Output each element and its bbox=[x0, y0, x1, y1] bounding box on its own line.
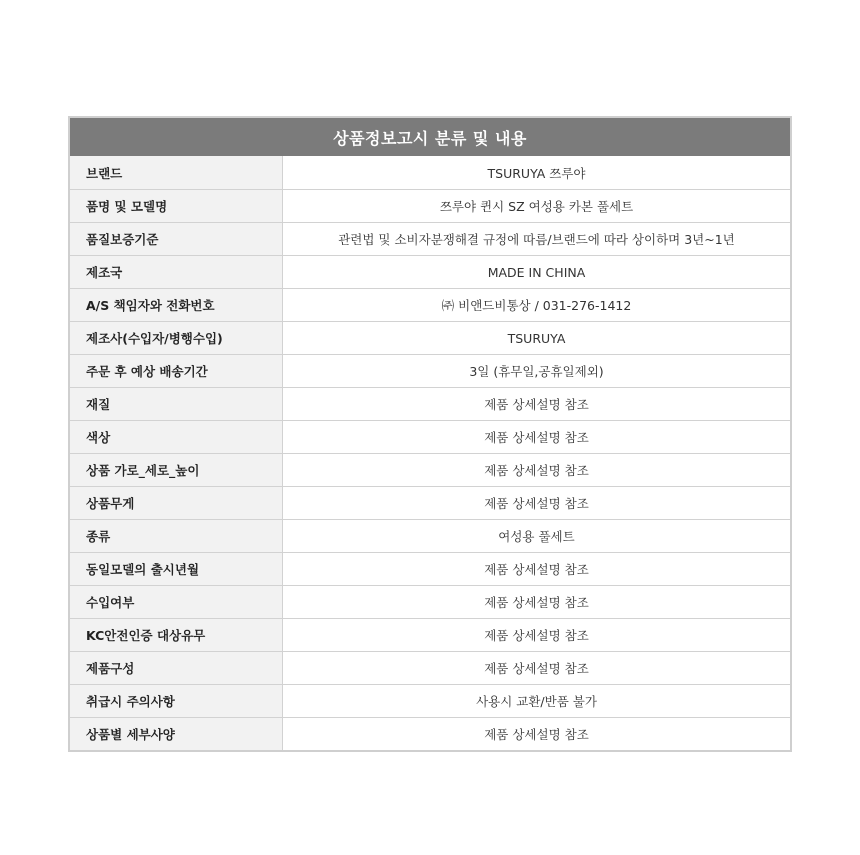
row-label: 상품 가로_세로_높이 bbox=[70, 454, 283, 486]
table-row bbox=[70, 354, 790, 387]
table-row bbox=[70, 222, 790, 255]
table-row bbox=[70, 321, 790, 354]
row-value: 관련법 및 소비자분쟁해결 규정에 따름/브랜드에 따라 상이하며 3년~1년 bbox=[338, 232, 735, 247]
row-label: 재질 bbox=[70, 388, 283, 420]
row-label: 취급시 주의사항 bbox=[70, 685, 283, 717]
table-row bbox=[70, 684, 790, 717]
product-info-table bbox=[68, 116, 792, 752]
table-row bbox=[70, 618, 790, 651]
table-row bbox=[70, 486, 790, 519]
row-label: 상품별 세부사양 bbox=[70, 718, 283, 750]
row-value: 제품 상세설명 참조 bbox=[484, 661, 589, 676]
row-value: TSURUYA 쯔루야 bbox=[487, 165, 586, 181]
row-label: A/S 책임자와 전화번호 bbox=[70, 289, 283, 321]
table-row bbox=[70, 420, 790, 453]
row-label: 제조사(수입자/병행수입) bbox=[70, 322, 283, 354]
table-row bbox=[70, 189, 790, 222]
row-value: TSURUYA bbox=[507, 330, 566, 346]
row-value: 3일 (휴무일,공휴일제외) bbox=[469, 364, 604, 379]
table-row bbox=[70, 453, 790, 486]
table-row bbox=[70, 288, 790, 321]
row-label: 품질보증기준 bbox=[70, 223, 283, 255]
table-row bbox=[70, 519, 790, 552]
table-row bbox=[70, 387, 790, 420]
row-label: 브랜드 bbox=[70, 156, 283, 189]
table-row bbox=[70, 651, 790, 684]
row-label: 색상 bbox=[70, 421, 283, 453]
row-label: 동일모델의 출시년월 bbox=[70, 553, 283, 585]
row-value: 제품 상세설명 참조 bbox=[484, 463, 589, 478]
row-value: 제품 상세설명 참조 bbox=[484, 595, 589, 610]
table-row bbox=[70, 717, 790, 750]
row-value: 제품 상세설명 참조 bbox=[484, 496, 589, 511]
table-rows bbox=[70, 156, 790, 750]
table-title: 상품정보고시 분류 및 내용 bbox=[70, 118, 790, 156]
row-value: 여성용 풀세트 bbox=[498, 529, 575, 544]
row-value: 쯔루야 퀸시 SZ 여성용 카본 풀세트 bbox=[439, 199, 634, 214]
row-value: ㈜ 비앤드비통상 / 031-276-1412 bbox=[441, 298, 632, 313]
table-row bbox=[70, 585, 790, 618]
row-label: 종류 bbox=[70, 520, 283, 552]
row-value: 제품 상세설명 참조 bbox=[484, 628, 589, 643]
row-value: 제품 상세설명 참조 bbox=[484, 430, 589, 445]
row-label: 품명 및 모델명 bbox=[70, 190, 283, 222]
row-label: 주문 후 예상 배송기간 bbox=[70, 355, 283, 387]
table-row bbox=[70, 255, 790, 288]
row-label: 제조국 bbox=[70, 256, 283, 288]
table-row bbox=[70, 156, 790, 189]
row-label: KC안전인증 대상유무 bbox=[70, 619, 283, 651]
row-value: MADE IN CHINA bbox=[487, 264, 586, 280]
row-value: 제품 상세설명 참조 bbox=[484, 562, 589, 577]
table-row bbox=[70, 552, 790, 585]
row-value: 제품 상세설명 참조 bbox=[484, 727, 589, 742]
row-value: 제품 상세설명 참조 bbox=[484, 397, 589, 412]
row-label: 수입여부 bbox=[70, 586, 283, 618]
row-label: 상품무게 bbox=[70, 487, 283, 519]
row-value: 사용시 교환/반품 불가 bbox=[476, 694, 597, 709]
row-label: 제품구성 bbox=[70, 652, 283, 684]
